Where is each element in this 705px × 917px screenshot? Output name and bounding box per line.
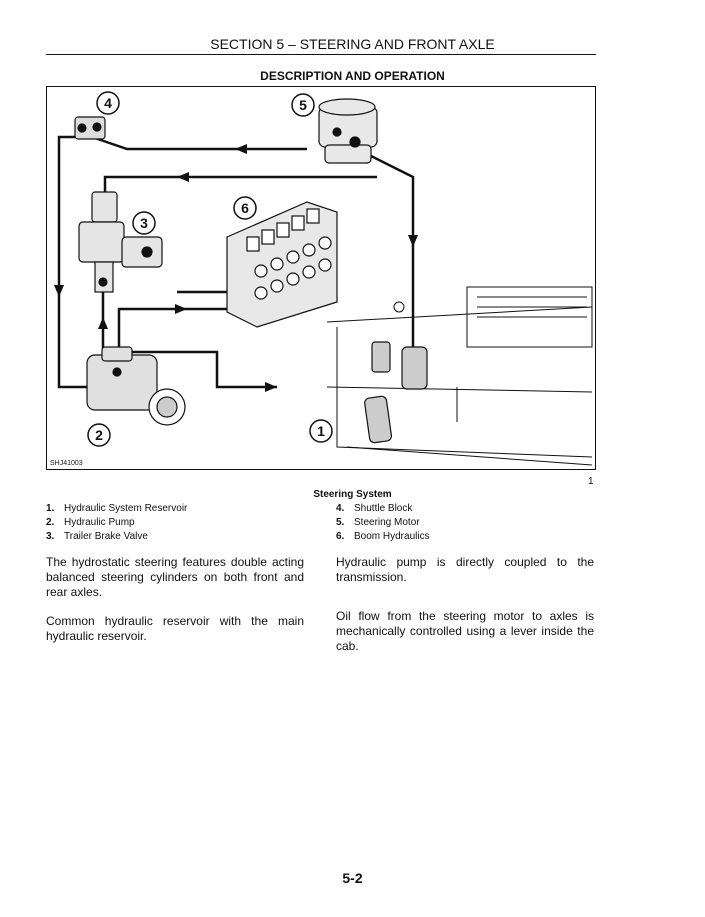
legend-item [336, 530, 430, 544]
legend-label: Boom Hydraulics [354, 531, 430, 542]
steering-system-figure [46, 86, 596, 470]
hydraulic-pump-illustration [87, 347, 185, 425]
trailer-brake-valve-illustration [79, 192, 162, 292]
legend-item [336, 516, 430, 530]
figure-code: SHJ41003 [50, 460, 83, 467]
page-number: 5-2 [342, 870, 363, 886]
hydraulic-reservoir-illustration [364, 342, 427, 443]
figure-caption: Steering System [313, 489, 392, 500]
section-title: SECTION 5 – STEERING AND FRONT AXLE [210, 36, 495, 52]
legend-label: Shuttle Block [354, 503, 413, 514]
legend-item [46, 516, 187, 530]
legend-number: 3. [46, 531, 55, 542]
legend-number: 2. [46, 517, 55, 528]
paragraph-reservoir: Common hydraulic reservoir with the main hydraulic reservoir. [46, 614, 304, 643]
legend-number: 1. [46, 503, 55, 514]
steering-motor-illustration [319, 99, 377, 163]
figure-number: 1 [588, 476, 594, 487]
legend-label: Steering Motor [354, 517, 420, 528]
paragraph-steering-cylinders: The hydrostatic steering features double acting balanced steering cylinders on both front and rear axles. [46, 555, 304, 599]
legend-label: Hydraulic System Reservoir [64, 503, 188, 514]
legend-item [46, 502, 187, 516]
callout-label-3: 3 [140, 215, 148, 231]
legend-left [46, 502, 187, 544]
header-divider [46, 54, 596, 55]
legend-number: 4. [336, 503, 345, 514]
callout-label-4: 4 [104, 95, 112, 111]
legend-item [46, 530, 187, 544]
shuttle-block-illustration [75, 117, 105, 139]
callout-label-6: 6 [241, 200, 249, 216]
hydraulic-schematic-illustration [47, 87, 597, 471]
legend-right [336, 502, 430, 544]
legend-item [336, 502, 430, 516]
callout-label-1: 1 [317, 423, 325, 439]
legend-label: Hydraulic Pump [64, 517, 135, 528]
legend-number: 6. [336, 531, 345, 542]
page-subtitle: DESCRIPTION AND OPERATION [260, 69, 445, 83]
legend-number: 5. [336, 517, 345, 528]
callout-label-2: 2 [95, 427, 103, 443]
legend-label: Trailer Brake Valve [64, 531, 148, 542]
tractor-frame-illustration [327, 287, 592, 465]
callout-label-5: 5 [299, 97, 307, 113]
paragraph-oil-flow: Oil flow from the steering motor to axles is mechanically controlled using a lever inside the cab. [336, 609, 594, 653]
paragraph-pump-coupling: Hydraulic pump is directly coupled to the transmission. [336, 555, 594, 584]
boom-hydraulics-valve-illustration [227, 202, 337, 327]
